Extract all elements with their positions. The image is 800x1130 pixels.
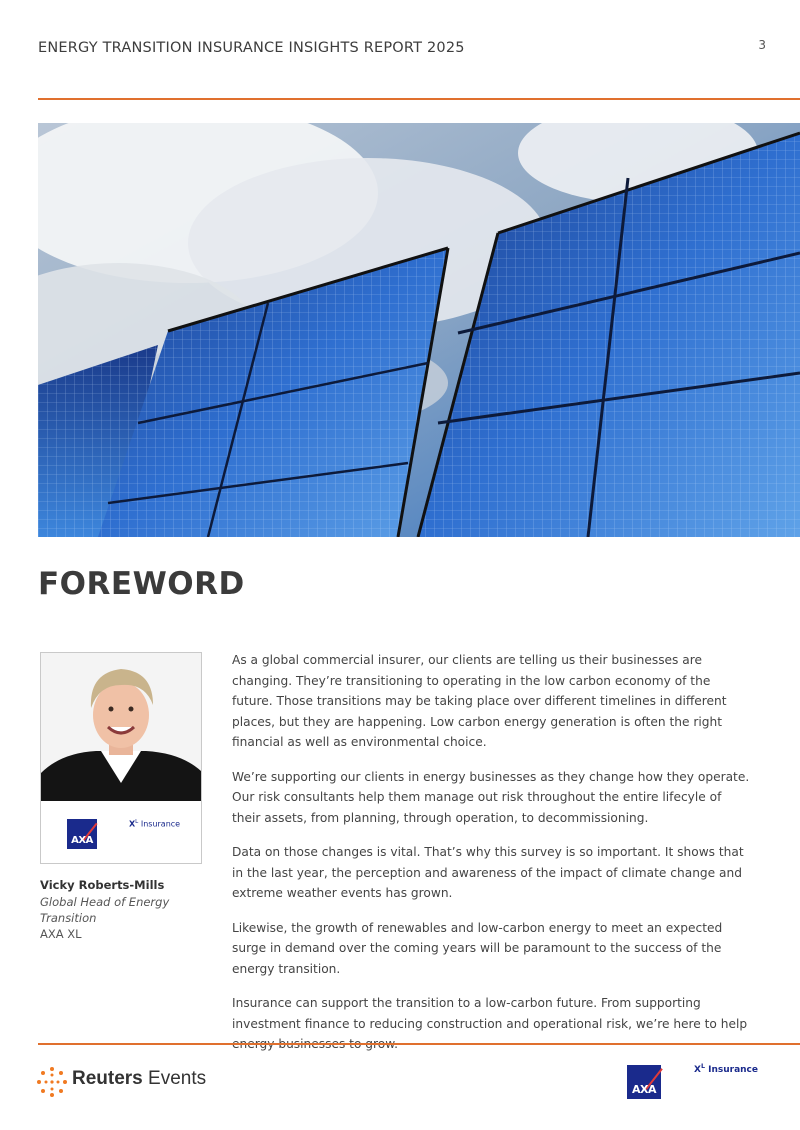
author-photo	[41, 653, 201, 801]
paragraph: As a global commercial insurer, our clients are telling us their businesses are changing. They’re transitioning to operating in the low carbon economy of the future. Those transitions may be taking place over different timelines in different places, but they are happening. Low carbon energy generation is often the right financial as well as environmental choice.	[232, 653, 727, 749]
paragraph: Data on those changes is vital. That’s why this survey is so important. It shows that in the last year, the perception and awareness of the impact of climate change and extreme weather events has grown.	[232, 845, 744, 900]
footer-axa-logo	[627, 1065, 661, 1099]
reuters-dots-icon	[36, 1066, 68, 1098]
author-portrait-card	[40, 652, 202, 864]
axa-wordmark: AXA	[71, 835, 93, 846]
hero-image	[38, 123, 800, 537]
xl-super: L	[135, 819, 139, 825]
xl-word: Insurance	[708, 1065, 758, 1075]
page-number: 3	[758, 38, 766, 52]
foreword-body	[232, 650, 752, 1069]
xl-mark: X	[129, 819, 136, 829]
reuters-word-bold: Reuters	[72, 1068, 143, 1089]
author-info	[40, 877, 210, 942]
reuters-word-events: Events	[142, 1068, 207, 1089]
axa-wordmark: AXA	[631, 1083, 656, 1096]
paragraph: Insurance can support the transition to a low-carbon future. From supporting investment finance to reducing construction and operational risk, we’re here to help	[232, 996, 748, 1031]
xl-word: Insurance	[140, 819, 181, 829]
paragraph: We’re supporting our clients in energy businesses as they change how they operate. Our risk consultants help them manage out risk throughout the entire lifecyle of their assets, from planning, through operation, to decommissioning.	[232, 769, 750, 825]
xl-insurance-logo	[129, 819, 180, 829]
header-divider	[38, 98, 800, 100]
xl-super: L	[700, 1063, 705, 1070]
reuters-events-wordmark	[72, 1068, 206, 1090]
section-heading: FOREWORD	[38, 566, 245, 602]
footer-xl-insurance-logo	[694, 1063, 758, 1075]
axa-logo	[67, 819, 97, 849]
author-role: Global Head of Energy Transition	[40, 895, 170, 925]
paragraph: Likewise, the growth of renewables and low-carbon energy to meet an expected surge in demand over the coming years will be paramount to the success of the energy transition.	[232, 920, 723, 976]
report-title: ENERGY TRANSITION INSURANCE INSIGHTS REPORT 2025	[38, 40, 465, 56]
footer-divider	[38, 1043, 800, 1045]
author-organization: AXA XL	[40, 927, 82, 941]
solar-panels-sky-photo	[38, 123, 800, 537]
xl-mark: X	[694, 1065, 701, 1075]
card-logos	[41, 801, 201, 863]
author-name: Vicky Roberts-Mills	[40, 878, 165, 892]
